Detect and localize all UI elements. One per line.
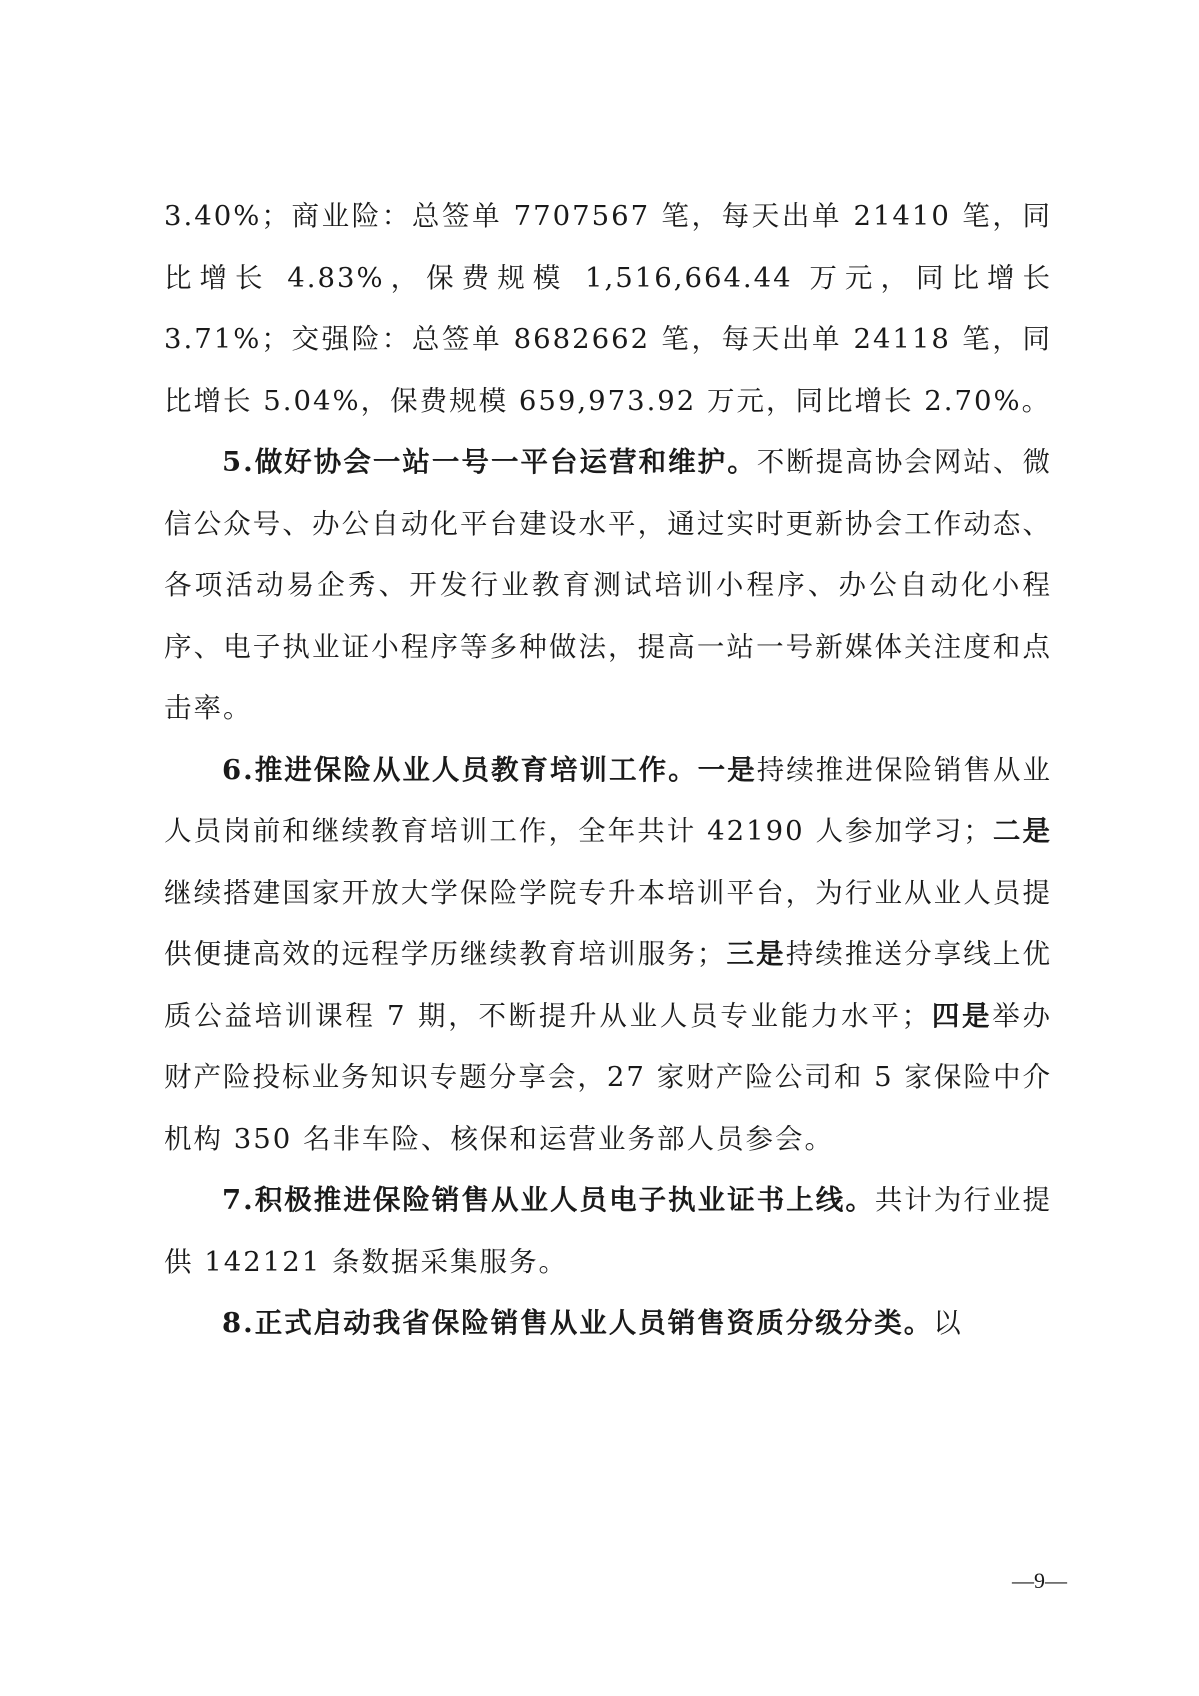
paragraph-item-8 [164, 1293, 1052, 1355]
paragraph-heading: 8.正式启动我省保险销售从业人员销售资质分级分类。 [222, 1307, 934, 1339]
document-body [164, 186, 1052, 1355]
page-number: —9— [1012, 1568, 1067, 1593]
paragraph-item-6 [164, 740, 1052, 1171]
list-text: 持续推进保险销售从业人员岗前和继续教育培训工作，全年共计 42190 人参加学习； [164, 753, 1052, 847]
list-text: 持续推送分享线上优质公益培训课程 7 期，不断提升从业人员专业能力水平； [164, 938, 1053, 1032]
paragraph-text: 不断提高协会网站、微信公众号、办公自动化平台建设水平，通过实时更新协会工作动态、各项活动易企秀、开发行业教育测试培训小程序、办公自动化小程序、电子执业证小程序等多种做法，提高一站一号新媒体关注度和点击率。 [164, 446, 1052, 724]
list-text: 举办财产险投标业务知识专题分享会，27 家财产险公司和 5 家保险中介机构 350 名非车险、核保和运营业务部人员参会。 [164, 999, 1053, 1155]
paragraph-item-5 [164, 432, 1052, 740]
paragraph-text: 共计为行业提供 142121 条数据采集服务。 [164, 1184, 1052, 1278]
list-marker: 三是 [726, 938, 786, 970]
paragraph-text: 以 [933, 1307, 963, 1339]
paragraph-heading: 7.积极推进保险销售从业人员电子执业证书上线。 [222, 1184, 875, 1216]
list-text: 继续搭建国家开放大学保险学院专升本培训平台，为行业从业人员提供便捷高效的远程学历继续教育培训服务； [164, 876, 1052, 970]
list-marker: 一是 [697, 753, 757, 786]
paragraph-continuation [164, 186, 1052, 432]
paragraph-heading: 6.推进保险从业人员教育培训工作。 [222, 753, 698, 786]
paragraph-heading: 5.做好协会一站一号一平台运营和维护。 [222, 446, 757, 478]
paragraph-item-7 [164, 1170, 1052, 1293]
list-marker: 四是 [931, 999, 993, 1032]
list-marker: 二是 [992, 815, 1052, 847]
paragraph-text: 3.40%；商业险：总签单 7707567 笔，每天出单 21410 笔，同比增长 4.83%，保费规模 1,516,664.44 万元，同比增长 3.71%；交强险：总签单 8682662 笔，每天出单 24118 笔，同比增长 5.04%，保费规模 659,973.92 万元，同比增长 2.70%。 [164, 200, 1052, 417]
